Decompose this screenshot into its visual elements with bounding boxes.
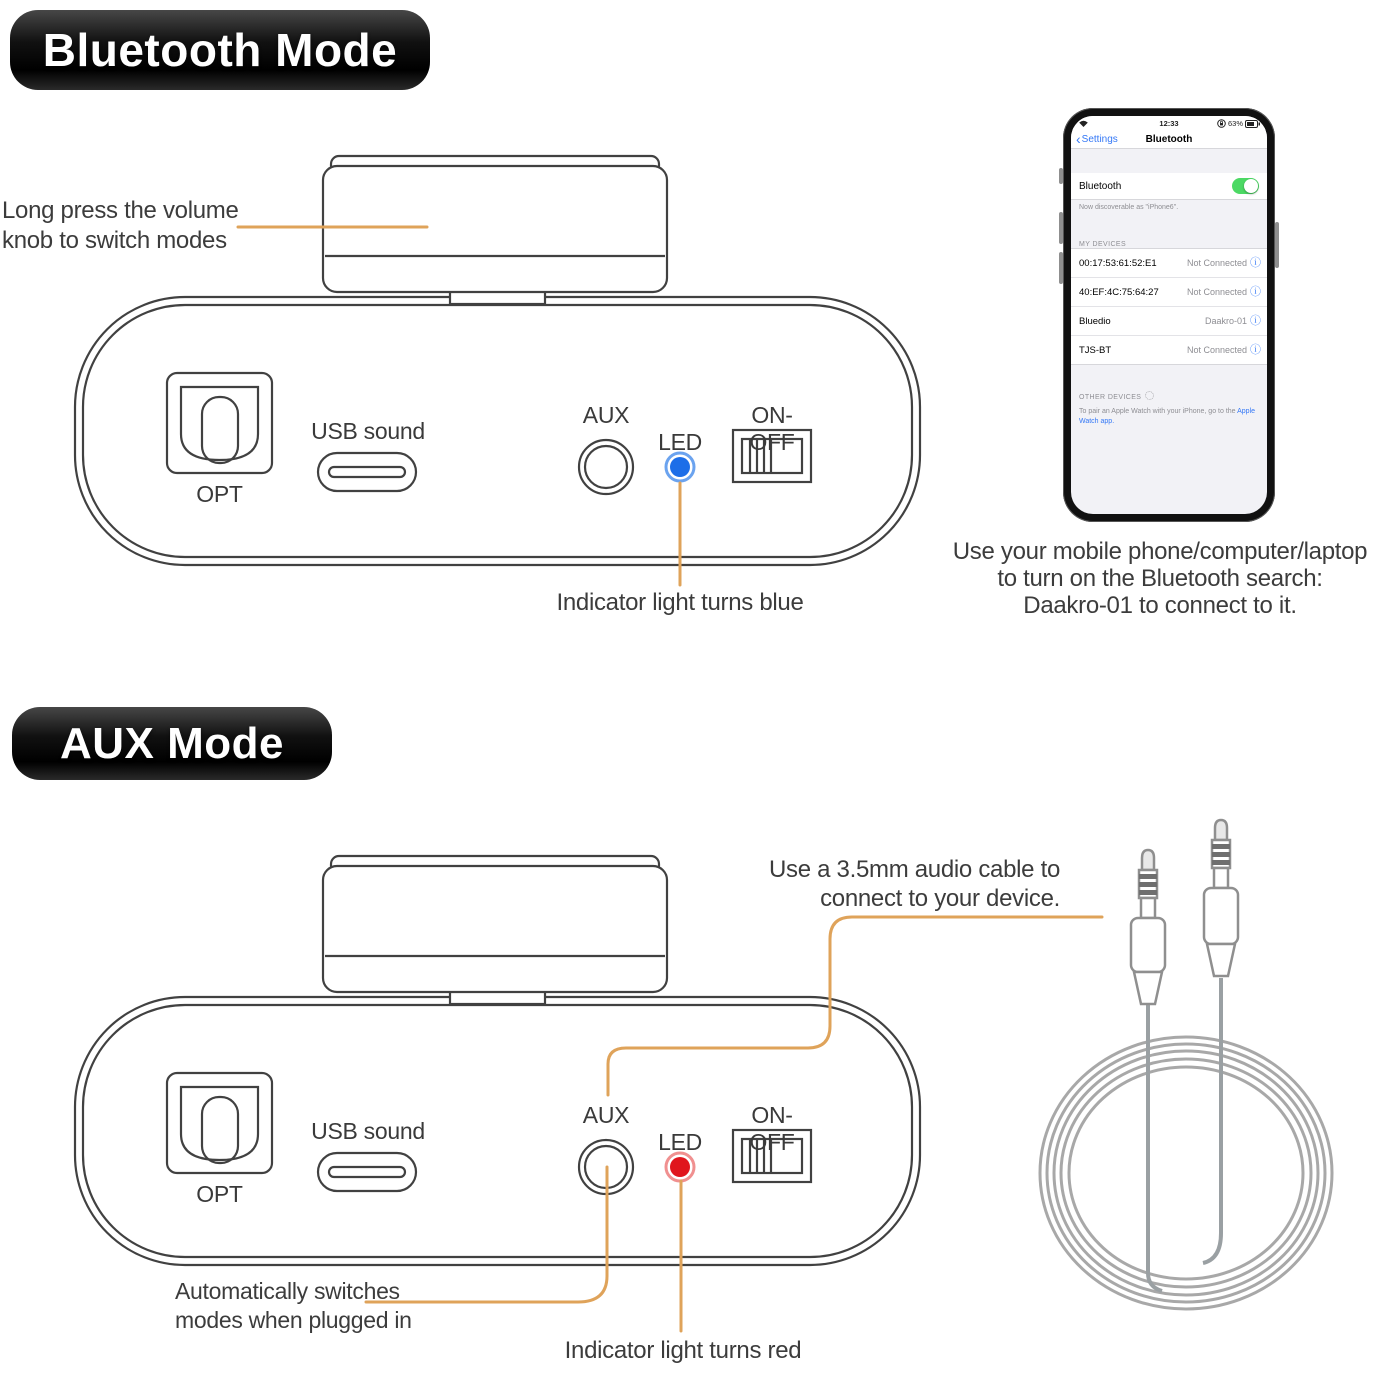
info-icon[interactable]: ⓘ (1250, 344, 1261, 356)
opt-label: OPT (196, 1181, 243, 1207)
chevron-left-icon: ‹ (1076, 130, 1081, 147)
led-label: LED (658, 429, 702, 455)
aux-label: AUX (582, 402, 630, 428)
phone-screen (1071, 116, 1267, 514)
phone-page-title: Bluetooth (1145, 134, 1193, 145)
on-off-label: ON-OFF (749, 402, 795, 455)
usb-sound-label: USB sound (311, 418, 425, 444)
phone-power-button (1275, 222, 1279, 268)
aux-jack[interactable] (579, 440, 633, 494)
knob-note-line1: Long press the volume (2, 197, 239, 224)
device-row[interactable]: Bluedio Daakro-01 ⓘ (1071, 306, 1267, 335)
info-icon[interactable]: ⓘ (1250, 286, 1261, 298)
apple-watch-app-link[interactable]: Apple Watch app. (1079, 408, 1256, 425)
bluetooth-mode-badge-label: Bluetooth Mode (42, 24, 398, 76)
on-off-label: ON-OFF (749, 1102, 795, 1155)
phone-illustration (1063, 108, 1275, 522)
volume-knob[interactable] (323, 866, 667, 992)
info-icon[interactable]: ⓘ (1250, 257, 1261, 269)
my-devices-header: MY DEVICES (1079, 241, 1127, 248)
usb-c-port[interactable] (318, 453, 416, 491)
auto-switch-note: Automatically switches modes when plugged in (175, 1278, 412, 1333)
bluetooth-toggle-label: Bluetooth (1079, 180, 1122, 192)
jack-plug-right (1204, 820, 1238, 976)
battery-percent: 63% (1227, 119, 1243, 128)
aux-cable-illustration (1020, 818, 1380, 1348)
device-row[interactable]: 40:EF:4C:75:64:27 Not Connected ⓘ (1071, 277, 1267, 306)
status-time: 12:33 (1159, 119, 1179, 128)
discoverable-note: Now discoverable as "iPhone6". (1079, 204, 1179, 211)
led-label: LED (658, 1129, 702, 1155)
cable-wires (1148, 978, 1221, 1291)
pairing-footer: To pair an Apple Watch with your iPhone, go to the Apple Watch app. (1079, 408, 1256, 425)
back-button[interactable]: ‹ Settings (1076, 130, 1118, 147)
led-note-blue: Indicator light turns blue (556, 589, 804, 616)
device-list (1071, 248, 1267, 365)
jack-plug-left (1131, 850, 1165, 1004)
volume-knob[interactable] (323, 166, 667, 292)
spacer (1071, 365, 1267, 387)
info-icon[interactable]: ⓘ (1250, 315, 1261, 327)
phone-note: Use your mobile phone/computer/laptop to turn on the Bluetooth search: Daakro-01 to connect to it. (952, 538, 1368, 619)
led-note-red: Indicator light turns red (564, 1337, 802, 1364)
phone-nav-bar (1071, 131, 1267, 149)
other-devices-header: OTHER DEVICES (1071, 387, 1267, 401)
cable-note: Use a 3.5mm audio cable to connect to your device. (768, 856, 1060, 912)
spacer (1071, 149, 1267, 173)
device-row[interactable]: TJS-BT Not Connected ⓘ (1071, 335, 1267, 364)
spinner-icon (1145, 391, 1154, 400)
knob-note-line2: knob to switch modes (2, 227, 227, 254)
aux-label: AUX (582, 1102, 630, 1128)
bluetooth-mode-badge (10, 10, 430, 90)
bluetooth-toggle-row (1071, 173, 1267, 200)
aux-mode-badge (12, 707, 332, 780)
bluetooth-toggle[interactable] (1232, 178, 1259, 194)
usb-c-port[interactable] (318, 1153, 416, 1191)
aux-jack[interactable] (579, 1140, 633, 1194)
aux-mode-badge-label: AUX Mode (60, 718, 284, 768)
phone-status-bar (1071, 116, 1267, 131)
cable-coil (1040, 1037, 1332, 1309)
device-row[interactable]: 00:17:53:61:52:E1 Not Connected ⓘ (1079, 257, 1261, 269)
opt-label: OPT (196, 481, 243, 507)
usb-sound-label: USB sound (311, 1118, 425, 1144)
